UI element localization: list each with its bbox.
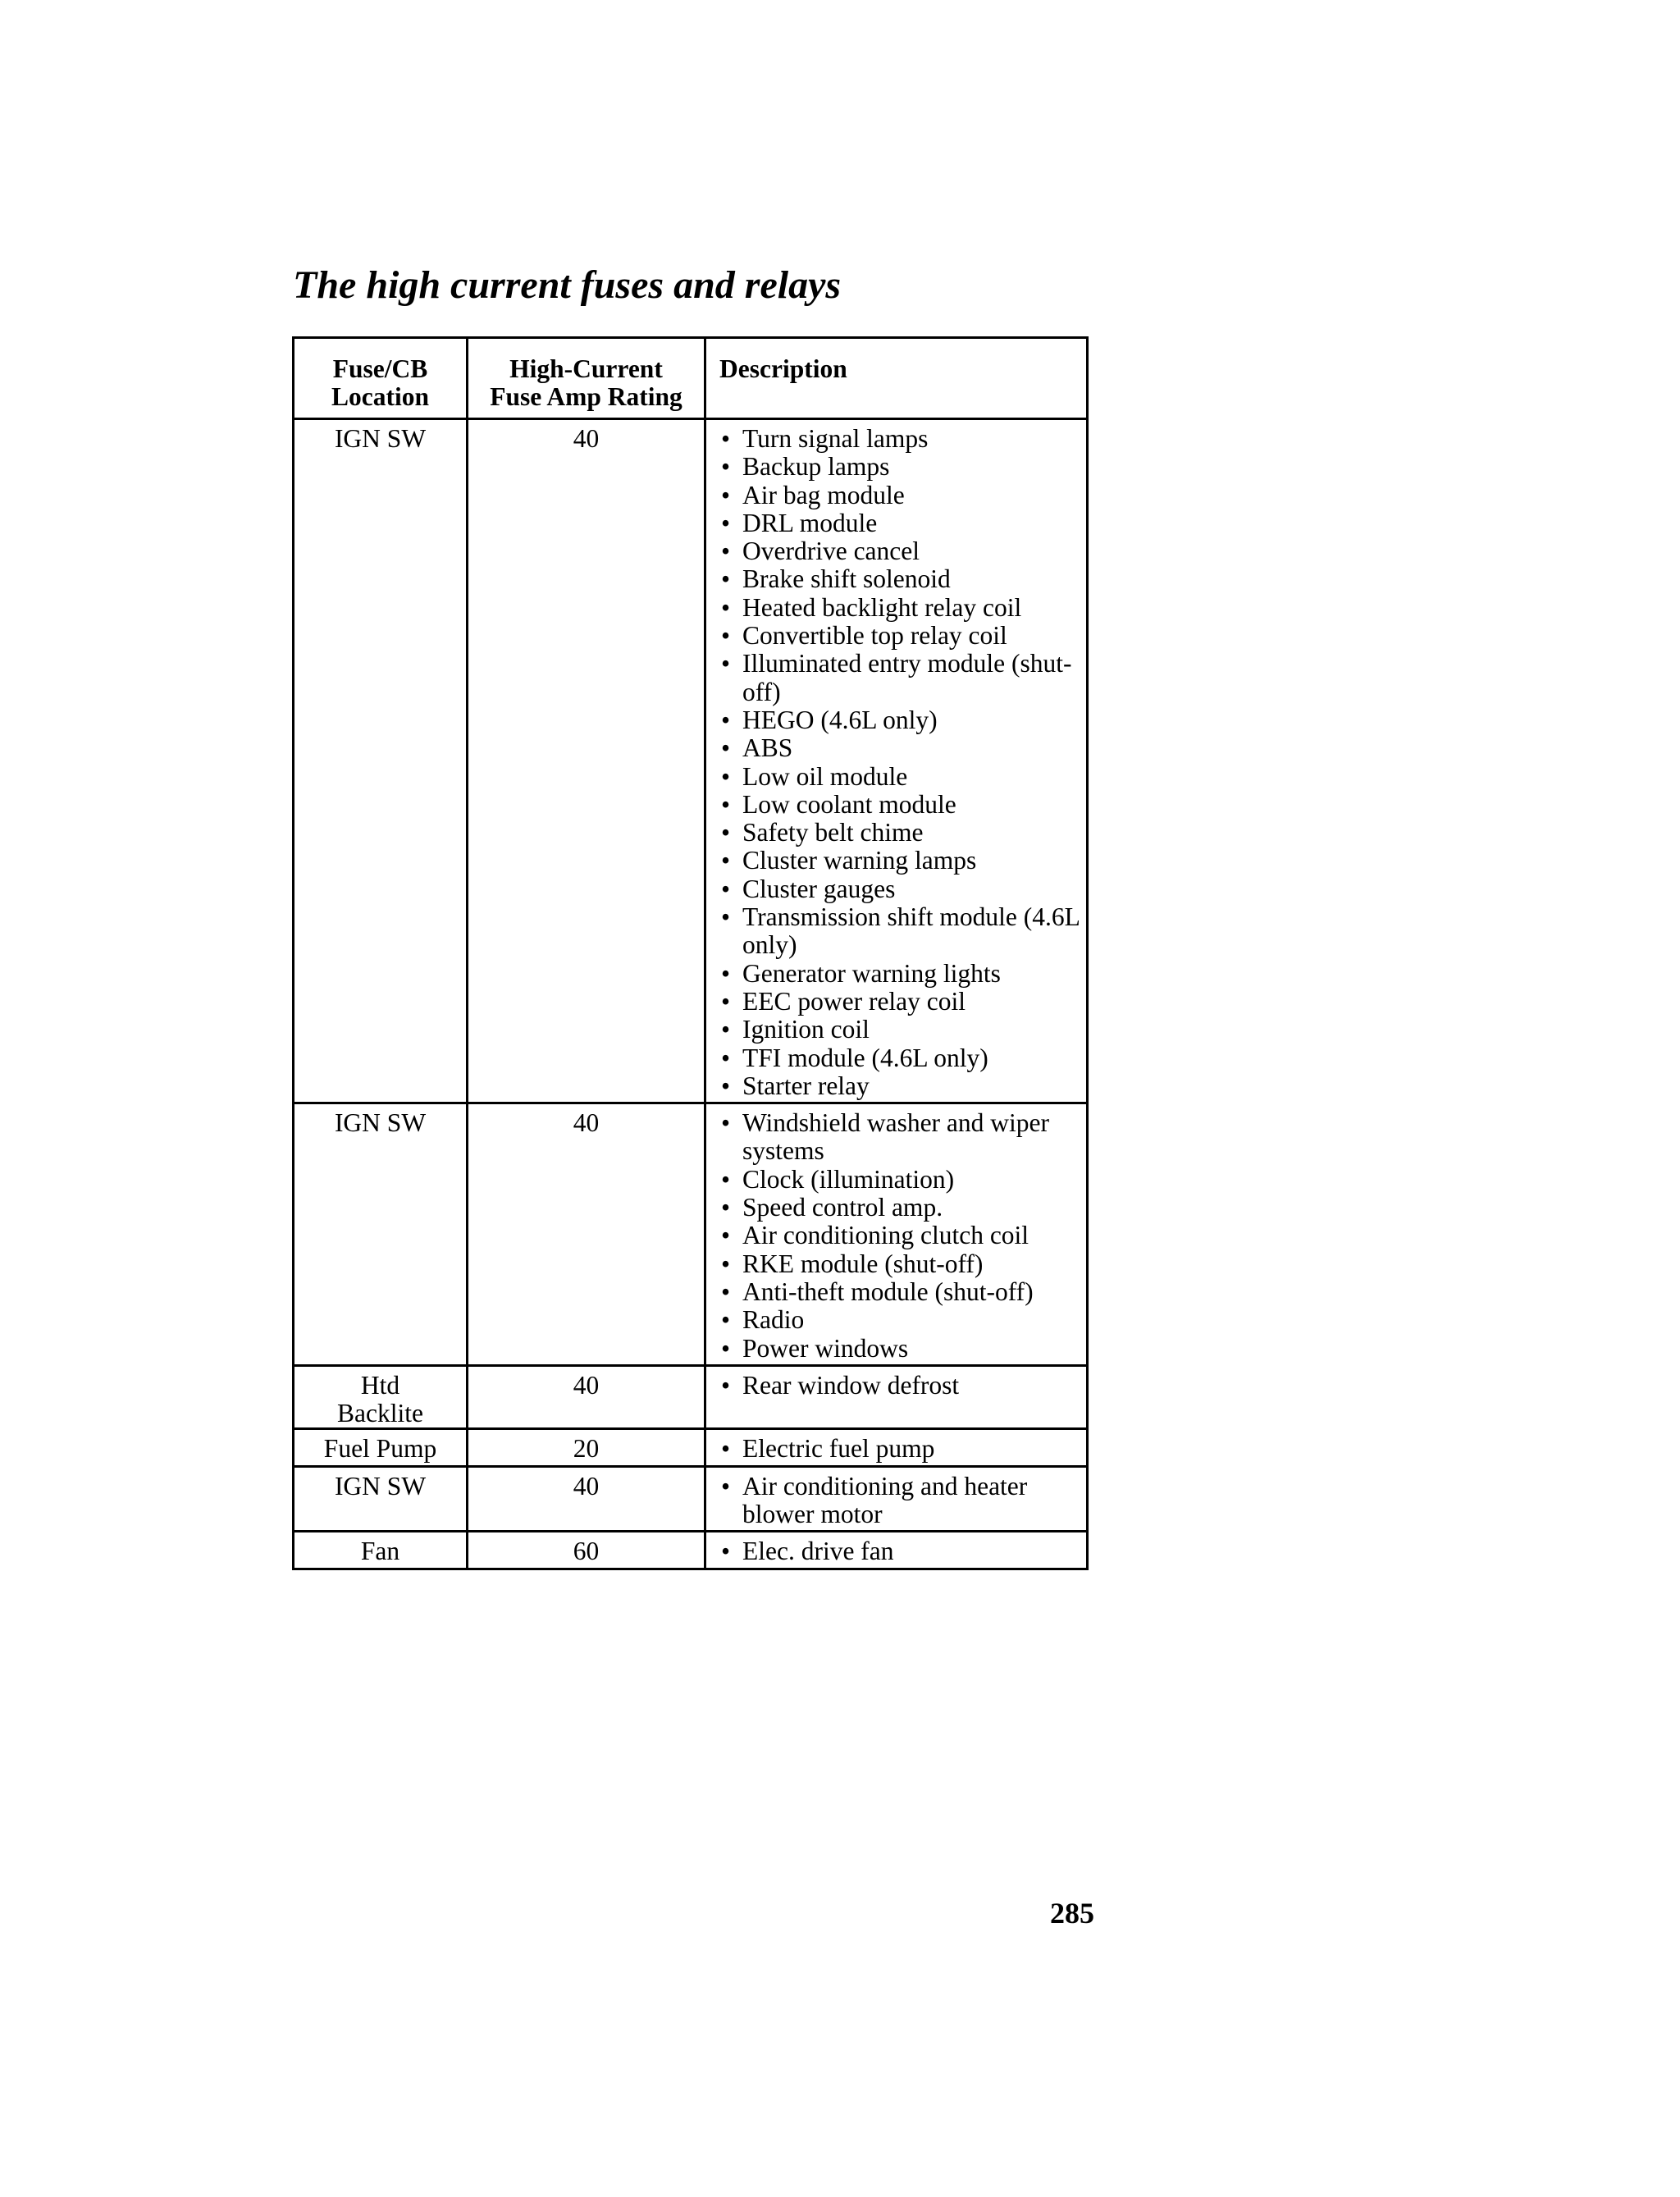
fuse-location: IGN SW bbox=[334, 1108, 427, 1138]
fuse-amp-rating: 60 bbox=[468, 1532, 705, 1569]
page-number: 285 bbox=[1050, 1897, 1094, 1930]
fuse-description-cell bbox=[705, 1532, 1088, 1569]
description-item: • Low oil module bbox=[719, 763, 1083, 791]
description-item: • DRL module bbox=[719, 509, 1083, 537]
table-row bbox=[294, 1466, 1088, 1532]
description-item: • Safety belt chime bbox=[719, 819, 1083, 847]
fuse-location: IGN SW bbox=[334, 424, 427, 453]
fuse-location: IGN SW bbox=[334, 1471, 427, 1500]
description-item: • Electric fuel pump bbox=[719, 1435, 1083, 1463]
fuse-amp-rating: 40 bbox=[468, 1103, 705, 1366]
table-row bbox=[294, 1365, 1088, 1429]
fuse-location-cell bbox=[294, 1532, 468, 1569]
description-list bbox=[719, 1473, 1083, 1529]
description-item: • Air bag module bbox=[719, 482, 1083, 509]
table-row bbox=[294, 1532, 1088, 1569]
description-item: • Anti-theft module (shut-off) bbox=[719, 1278, 1083, 1306]
fuse-description-cell bbox=[705, 1429, 1088, 1466]
fuse-location-cell bbox=[294, 419, 468, 1103]
description-item: • Illuminated entry module (shut-off) bbox=[719, 650, 1083, 706]
description-list bbox=[719, 1372, 1083, 1400]
description-item: • Power windows bbox=[719, 1335, 1083, 1363]
fuse-location: Htd bbox=[360, 1370, 400, 1400]
fuse-location-cell bbox=[294, 1466, 468, 1532]
table-row bbox=[294, 419, 1088, 1103]
description-item: • RKE module (shut-off) bbox=[719, 1250, 1083, 1278]
description-item: • EEC power relay coil bbox=[719, 988, 1083, 1016]
fuse-description-cell bbox=[705, 1466, 1088, 1532]
fuse-location: Backlite bbox=[337, 1399, 423, 1428]
description-item: • Cluster gauges bbox=[719, 875, 1083, 903]
fuse-table bbox=[292, 336, 1089, 1570]
description-item: • Air conditioning and heater blower motor bbox=[719, 1473, 1083, 1529]
fuse-amp-rating: 40 bbox=[468, 419, 705, 1103]
description-item: • TFI module (4.6L only) bbox=[719, 1044, 1083, 1072]
description-item: • Radio bbox=[719, 1306, 1083, 1334]
fuse-description-cell bbox=[705, 1103, 1088, 1366]
description-list bbox=[719, 1109, 1083, 1363]
description-item: • Generator warning lights bbox=[719, 960, 1083, 988]
fuse-location-cell bbox=[294, 1103, 468, 1366]
fuse-location: Fuel Pump bbox=[323, 1434, 437, 1464]
description-list bbox=[719, 1435, 1083, 1463]
header-location-line-2: Location bbox=[331, 382, 429, 412]
description-item: • Cluster warning lamps bbox=[719, 847, 1083, 875]
description-item: • Starter relay bbox=[719, 1072, 1083, 1100]
description-item: • Clock (illumination) bbox=[719, 1166, 1083, 1194]
description-item: • Ignition coil bbox=[719, 1016, 1083, 1044]
fuse-amp-rating: 40 bbox=[468, 1365, 705, 1429]
fuse-table-body bbox=[294, 419, 1088, 1569]
header-amp-line-1: High-Current bbox=[509, 354, 663, 383]
description-item: • Windshield washer and wiper systems bbox=[719, 1109, 1083, 1166]
description-item: • Transmission shift module (4.6L only) bbox=[719, 903, 1083, 960]
description-list bbox=[719, 1537, 1083, 1565]
table-row bbox=[294, 1103, 1088, 1366]
description-item: • Convertible top relay coil bbox=[719, 622, 1083, 650]
description-item: • Brake shift solenoid bbox=[719, 565, 1083, 593]
header-location-line-1: Fuse/CB bbox=[332, 354, 428, 383]
description-list bbox=[719, 425, 1083, 1100]
description-item: • Heated backlight relay coil bbox=[719, 594, 1083, 622]
header-amp-rating bbox=[468, 338, 705, 419]
header-description: Description bbox=[705, 338, 1088, 419]
fuse-amp-rating: 40 bbox=[468, 1466, 705, 1532]
description-item: • Air conditioning clutch coil bbox=[719, 1222, 1083, 1249]
page-title: The high current fuses and relays bbox=[293, 263, 842, 307]
description-item: • Speed control amp. bbox=[719, 1194, 1083, 1222]
table-header-row bbox=[294, 338, 1088, 419]
description-item: • Rear window defrost bbox=[719, 1372, 1083, 1400]
header-amp-line-2: Fuse Amp Rating bbox=[490, 382, 682, 412]
description-item: • ABS bbox=[719, 734, 1083, 762]
description-item: • Turn signal lamps bbox=[719, 425, 1083, 453]
table-row bbox=[294, 1429, 1088, 1466]
description-item: • Low coolant module bbox=[719, 791, 1083, 819]
fuse-location-cell bbox=[294, 1429, 468, 1466]
fuse-description-cell bbox=[705, 419, 1088, 1103]
fuse-location: Fan bbox=[360, 1537, 400, 1566]
description-item: • Elec. drive fan bbox=[719, 1537, 1083, 1565]
fuse-amp-rating: 20 bbox=[468, 1429, 705, 1466]
description-item: • Overdrive cancel bbox=[719, 537, 1083, 565]
header-location bbox=[294, 338, 468, 419]
description-item: • HEGO (4.6L only) bbox=[719, 706, 1083, 734]
fuse-description-cell bbox=[705, 1365, 1088, 1429]
fuse-location-cell bbox=[294, 1365, 468, 1429]
description-item: • Backup lamps bbox=[719, 453, 1083, 481]
